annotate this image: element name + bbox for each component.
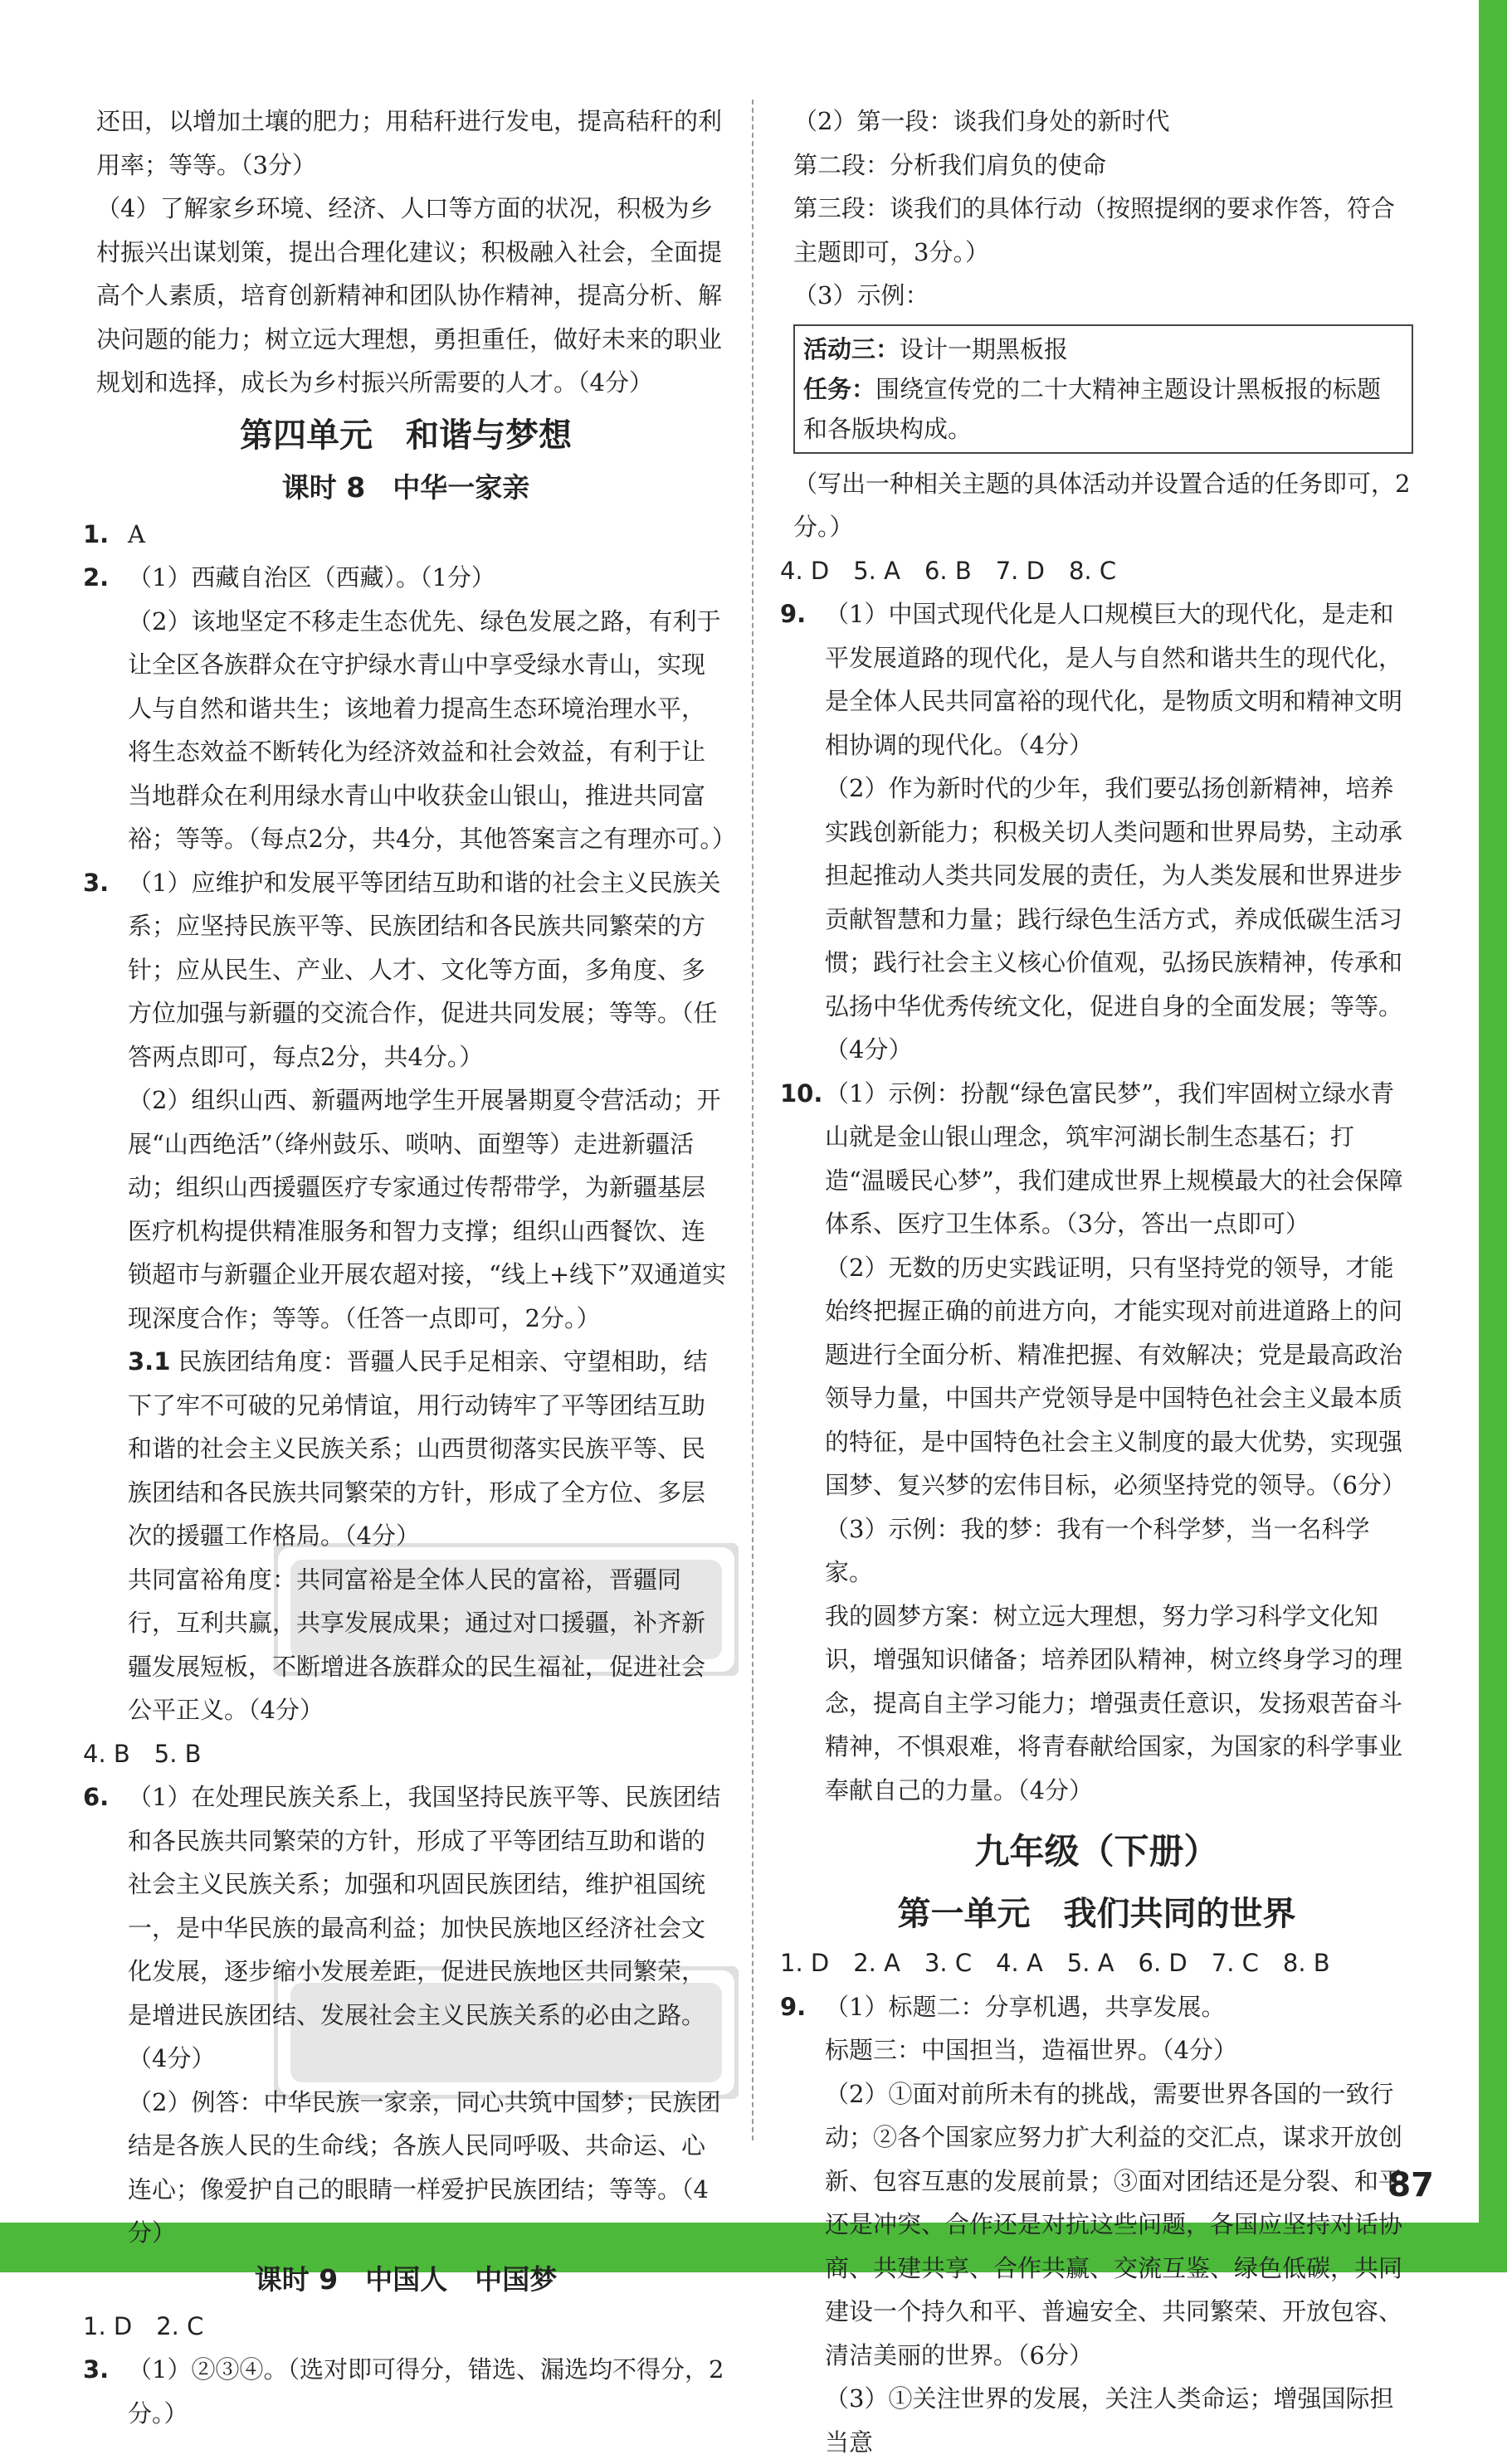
answer-part-3: （3）示例：我的梦：我有一个科学梦，当一名科学家。 bbox=[825, 1507, 1413, 1595]
task-label: 任务： bbox=[803, 375, 875, 403]
activity-box bbox=[793, 324, 1413, 454]
question-3-lesson-9 bbox=[83, 2348, 729, 2435]
outline-para-1: （2）第一段：谈我们身处的新时代 bbox=[780, 100, 1413, 144]
answer-part-1: （1）应维护和发展平等团结互助和谐的社会主义民族关系；应坚持民族平等、民族团结和各民族共同繁荣的方针；应从民生、产业、人才、文化等方面，多角度、多方位加强与新疆的交流合作，促进共同发展；等等。（任答两点即可，每点2分，共4分。） bbox=[128, 861, 729, 1079]
question-1 bbox=[83, 513, 729, 557]
activity-label: 活动三： bbox=[803, 335, 900, 363]
answer-3-1-text: 民族团结角度：晋疆人民手足相亲、守望相助，结下了牢不可破的兄弟情谊，用行动铸牢了平等团结互助和谐的社会主义民族关系；山西贯彻落实民族平等、民族团结和各民族共同繁荣的方针，形成了全方位、多层次的援疆工作格局。（4分） bbox=[128, 1347, 708, 1550]
answers-4-8: 4. D 5. A 6. B 7. D 8. C bbox=[780, 549, 1413, 593]
unit-4-title: 第四单元 和谐与梦想 bbox=[83, 408, 729, 463]
question-6 bbox=[83, 1775, 729, 2255]
question-number: 3. bbox=[83, 2348, 109, 2392]
answer-part-1: （1）西藏自治区（西藏）。（1分） bbox=[128, 556, 729, 600]
answer-part-2: （2）该地坚定不移走生态优先、绿色发展之路，有利于让全区各族群众在守护绿水青山中享受绿水青山，实现人与自然和谐共生；该地着力提高生态环境治理水平，将生态效益不断转化为经济效益和社会效益，有利于让当地群众在利用绿水青山中收获金山银山，推进共同富裕；等等。（每点2分，共4分，其他答案言之有理亦可。） bbox=[128, 600, 729, 861]
question-number: 9. bbox=[780, 592, 806, 636]
unit-1-title: 第一单元 我们共同的世界 bbox=[780, 1887, 1413, 1941]
activity-line bbox=[803, 329, 1403, 369]
page-number: 87 bbox=[1388, 2166, 1434, 2204]
continued-answer-2: （4）了解家乡环境、经济、人口等方面的状况，积极为乡村振兴出谋划策，提出合理化建议；积极融入社会，全面提高个人素质，培育创新精神和团队协作精神，提高分析、解决问题的能力；树立远大理想，勇担重任，做好未来的职业规划和选择，成长为乡村振兴所需要的人才。（4分） bbox=[83, 187, 729, 405]
answers-1-2: 1. D 2. C bbox=[83, 2305, 729, 2349]
answer-part-2: （2）作为新时代的少年，我们要弘扬创新精神，培养实践创新能力；积极关切人类问题和世界局势，主动承担起推动人类共同发展的责任，为人类发展和世界进步贡献智慧和力量；践行绿色生活方式，养成低碳生活习惯；践行社会主义核心价值观，弘扬民族精神，传承和弘扬中华优秀传统文化，促进自身的全面发展；等等。（4分） bbox=[825, 767, 1413, 1072]
answer-part-2: （2）①面对前所未有的挑战，需要世界各国的一致行动；②各个国家应努力扩大利益的交汇点，谋求开放创新、包容互惠的发展前景；③面对团结还是分裂、和平还是冲突、合作还是对抗这些问题，各国应坚持对话协商、共建共享、合作共赢、交流互鉴、绿色低碳，共同建设一个持久和平、普遍安全、共同繁荣、开放包容、清洁美丽的世界。（6分） bbox=[825, 2072, 1413, 2378]
outline-para-3: 第三段：谈我们的具体行动（按照提纲的要求作答，符合主题即可，3分。） bbox=[780, 187, 1413, 274]
answer-part-2: （2）无数的历史实践证明，只有坚持党的领导，才能始终把握正确的前进方向，才能实现对前进道路上的问题进行全面分析、精准把握、有效解决；党是最高政治领导力量，中国共产党领导是中国特色社会主义最本质的特征，是中国特色社会主义制度的最大优势，实现强国梦、复兴梦的宏伟目标，必须坚持党的领导。（6分） bbox=[825, 1246, 1413, 1507]
lesson-9-title: 课时 9 中国人 中国梦 bbox=[83, 2255, 729, 2305]
outline-para-2: 第二段：分析我们肩负的使命 bbox=[780, 144, 1413, 187]
question-9 bbox=[780, 592, 1413, 1072]
right-column bbox=[780, 100, 1413, 2464]
question-number: 1. bbox=[83, 513, 109, 557]
answer-part-2: （2）例答：中华民族一家亲，同心共筑中国梦；民族团结是各族人民的生命线；各族人民同呼吸、共命运、心连心；像爱护自己的眼睛一样爱护民族团结；等等。（4分） bbox=[128, 2081, 729, 2255]
question-9-grade9 bbox=[780, 1985, 1413, 2464]
example-note: （写出一种相关主题的具体活动并设置合适的任务即可，2分。） bbox=[780, 462, 1413, 549]
grade-title: 九年级（下册） bbox=[780, 1820, 1413, 1883]
left-column bbox=[83, 100, 729, 2435]
question-number: 9. bbox=[780, 1985, 806, 2029]
question-2 bbox=[83, 556, 729, 861]
sub-question-label: 3.1 bbox=[128, 1347, 170, 1376]
answer-part-3: （3）①关注世界的发展，关注人类命运；增强国际担当意 bbox=[825, 2377, 1413, 2464]
answer-part-1: （1）示例：扮靓“绿色富民梦”，我们牢固树立绿水青山就是金山银山理念，筑牢河湖长制生态基石；打造“温暖民心梦”，我们建成世界上规模最大的社会保障体系、医疗卫生体系。（3分，答出一点即可） bbox=[825, 1072, 1413, 1246]
answer-part-4: 我的圆梦方案：树立远大理想，努力学习科学文化知识，增强知识储备；培养团队精神，树立终身学习的理念，提高自主学习能力；增强责任意识，发扬艰苦奋斗精神，不惧艰难，将青春献给国家，为国家的科学事业奉献自己的力量。（4分） bbox=[825, 1595, 1413, 1813]
answers-1-8: 1. D 2. A 3. C 4. A 5. A 6. D 7. C 8. B bbox=[780, 1941, 1413, 1985]
question-10 bbox=[780, 1072, 1413, 1813]
lesson-8-title: 课时 8 中华一家亲 bbox=[83, 463, 729, 513]
question-number: 10. bbox=[780, 1072, 822, 1116]
answer-part-1: （1）标题二：分享机遇，共享发展。 bbox=[825, 1985, 1413, 2029]
answer-part-1: （1）在处理民族关系上，我国坚持民族平等、民族团结和各民族共同繁荣的方针，形成了平等团结互助和谐的社会主义民族关系；加强和巩固民族团结，维护祖国统一，是中华民族的最高利益；加快民族地区经济社会文化发展，逐步缩小发展差距，促进民族地区共同繁荣，是增进民族团结、发展社会主义民族关系的必由之路。（4分） bbox=[128, 1775, 729, 2081]
question-number: 6. bbox=[83, 1775, 109, 1819]
answer-3-1-extra: 共同富裕角度：共同富裕是全体人民的富裕，晋疆同行，互利共赢，共享发展成果；通过对口援疆，补齐新疆发展短板，不断增进各族群众的民生福祉，促进社会公平正义。（4分） bbox=[128, 1558, 729, 1732]
answer-part-1b: 标题三：中国担当，造福世界。（4分） bbox=[825, 2028, 1413, 2072]
answer-part-2: （2）组织山西、新疆两地学生开展暑期夏令营活动；开展“山西绝活”（绛州鼓乐、唢呐、面塑等）走进新疆活动；组织山西援疆医疗专家通过传帮带学，为新疆基层医疗机构提供精准服务和智力支撑；组织山西餐饮、连锁超市与新疆企业开展农超对接，“线上+线下”双通道实现深度合作；等等。（任答一点即可，2分。） bbox=[128, 1079, 729, 1340]
example-label: （3）示例： bbox=[780, 274, 1413, 318]
task-text: 围绕宣传党的二十大精神主题设计黑板报的标题和各版块构成。 bbox=[803, 375, 1381, 443]
question-3 bbox=[83, 861, 729, 1732]
answer-text: A bbox=[128, 513, 729, 557]
answer-3-1 bbox=[128, 1340, 729, 1558]
question-number: 2. bbox=[83, 556, 109, 600]
question-number: 3. bbox=[83, 861, 109, 905]
continued-answer-1: 还田，以增加土壤的肥力；用秸秆进行发电，提高秸秆的利用率；等等。（3分） bbox=[83, 100, 729, 187]
activity-text: 设计一期黑板报 bbox=[900, 335, 1068, 363]
answer-part-1: （1）②③④。（选对即可得分，错选、漏选均不得分，2分。） bbox=[128, 2348, 729, 2435]
green-border-right bbox=[1479, 0, 1507, 2272]
column-divider bbox=[752, 100, 754, 2140]
answers-4-5: 4. B 5. B bbox=[83, 1732, 729, 1776]
task-line bbox=[803, 369, 1403, 449]
answer-part-1: （1）中国式现代化是人口规模巨大的现代化，是走和平发展道路的现代化，是人与自然和谐共生的现代化，是全体人民共同富裕的现代化，是物质文明和精神文明相协调的现代化。（4分） bbox=[825, 592, 1413, 767]
